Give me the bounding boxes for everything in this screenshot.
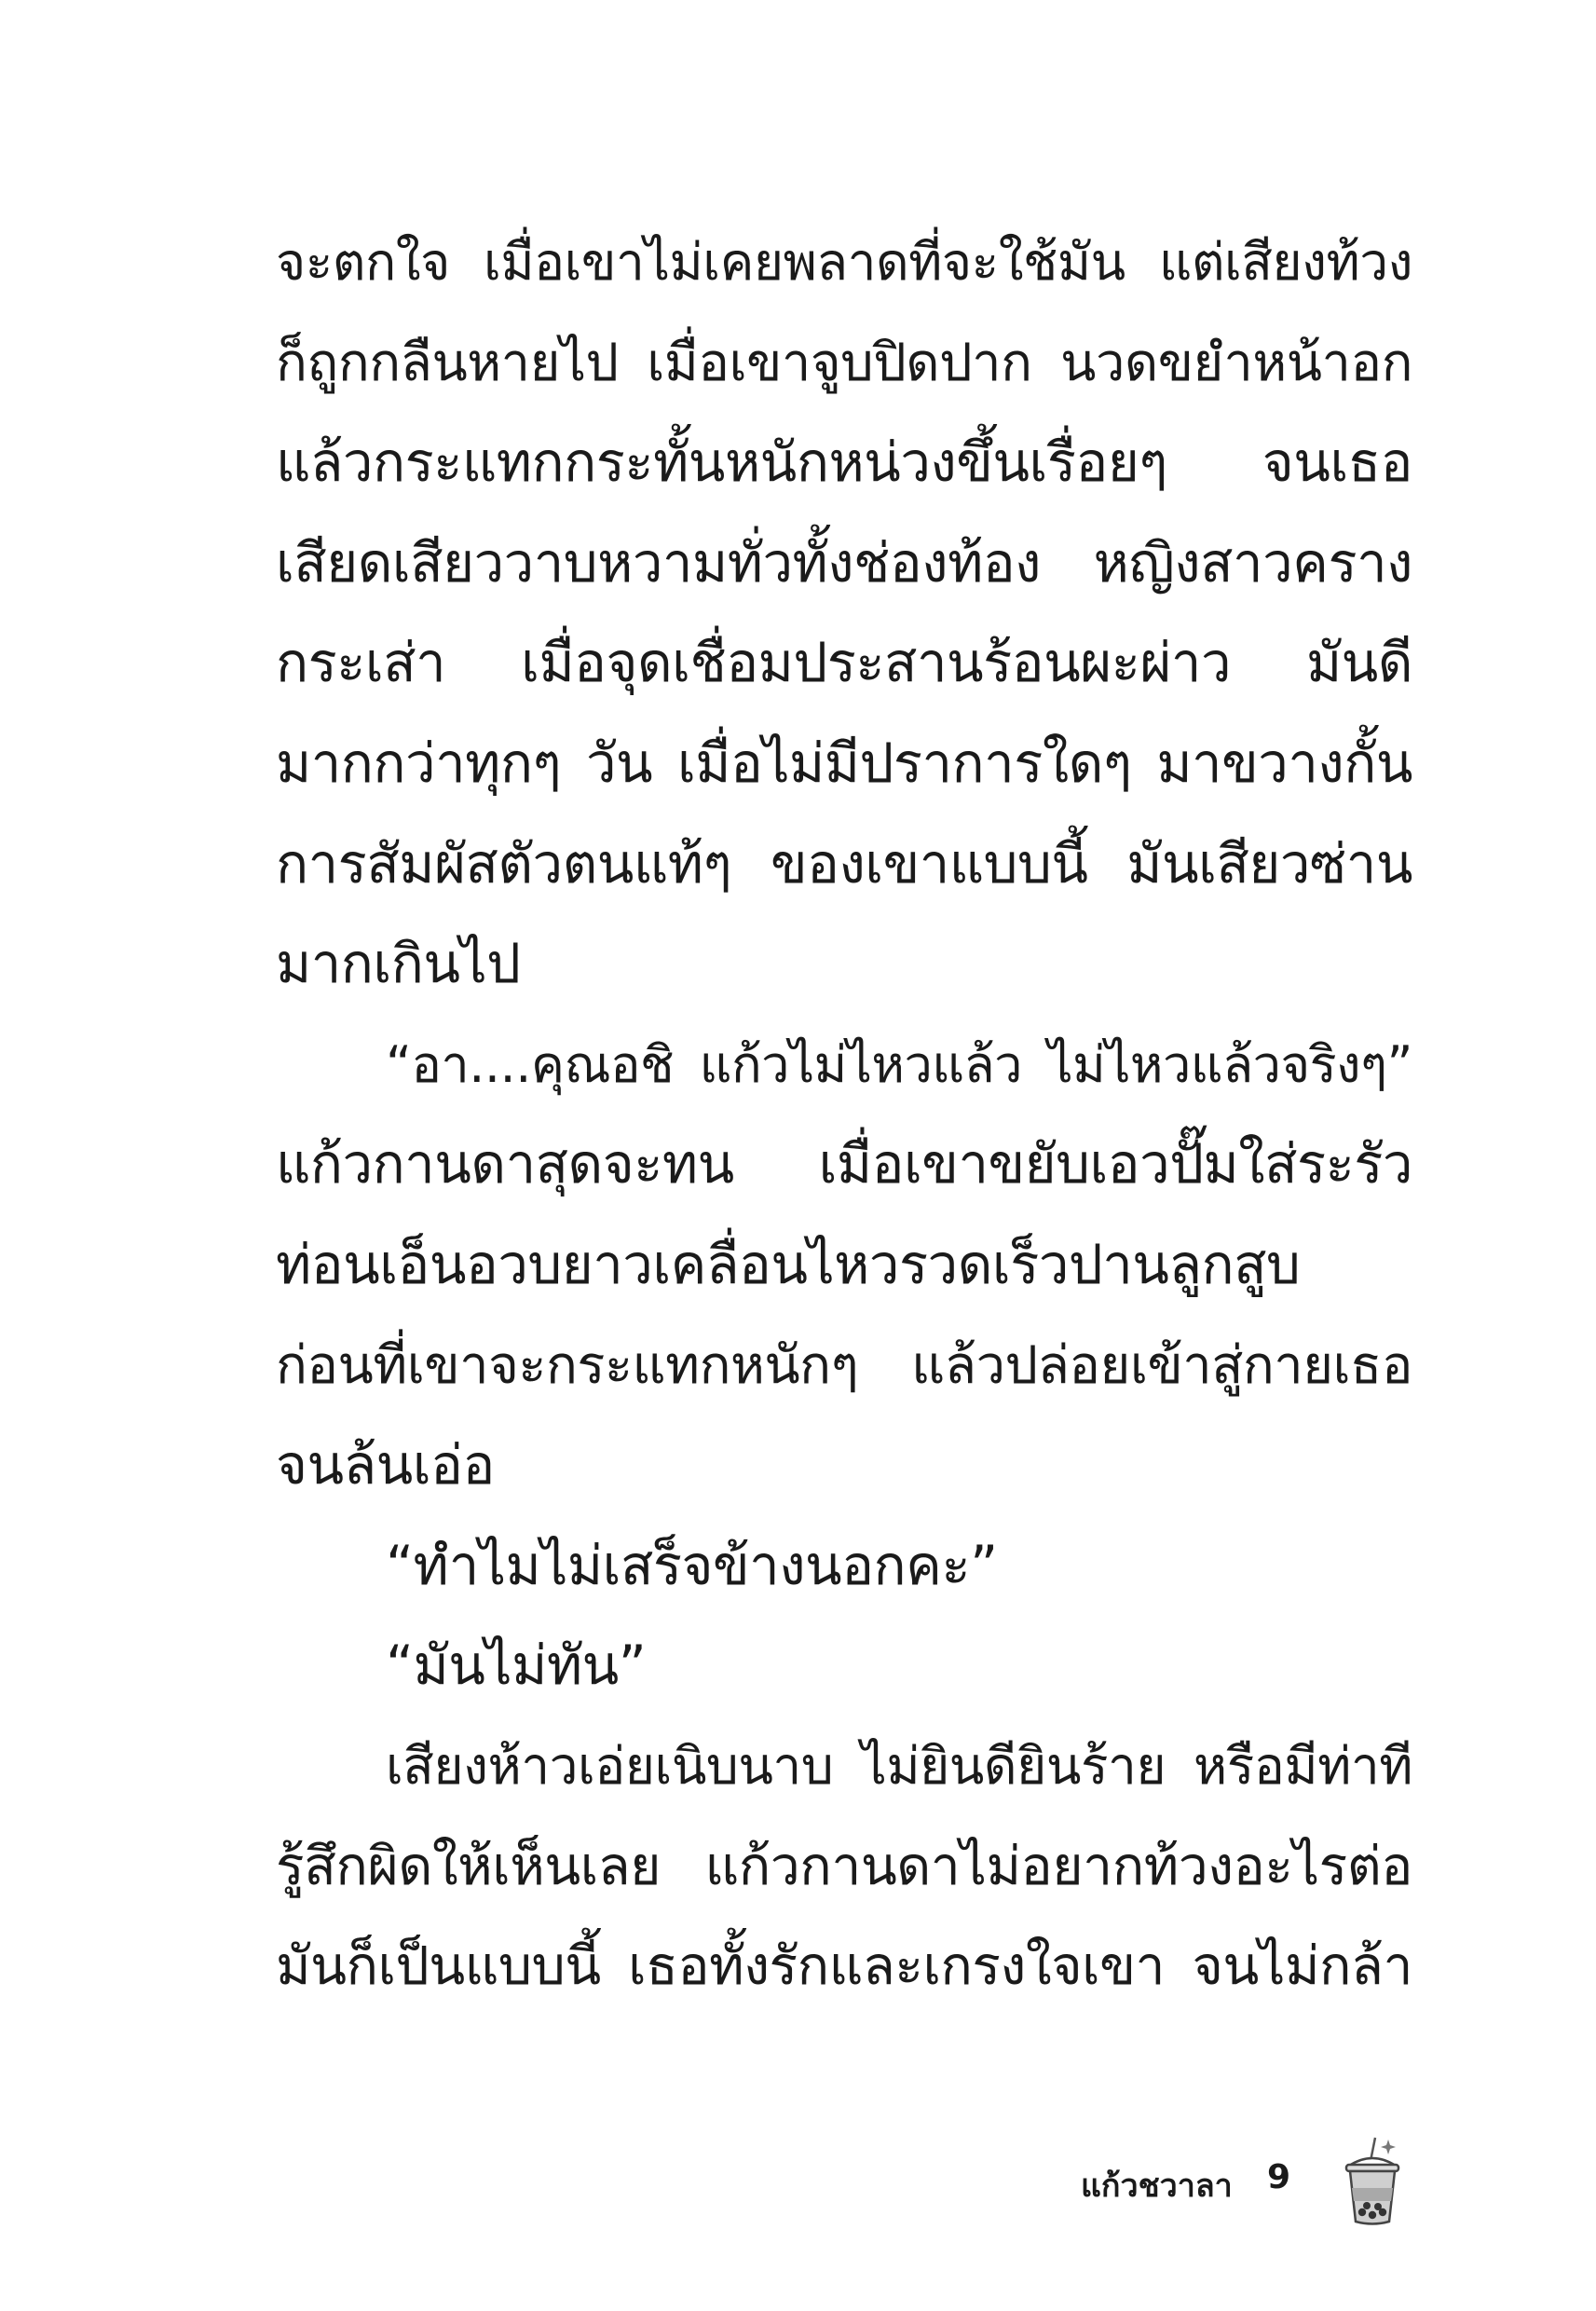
paragraph-line-4: เสียดเสียววาบหวามทั่วทั้งช่องท้อง หญิงสาวคราง — [276, 530, 1412, 595]
page-number: 9 — [1267, 2158, 1291, 2196]
body-text — [276, 212, 1412, 2017]
paragraph-line-3: แล้วกระแทกกระทั้นหนักหน่วงขึ้นเรื่อยๆ จนเธอ — [276, 431, 1412, 495]
bubble-tea-cup-icon — [1340, 2134, 1405, 2227]
paragraph-line-2: ก็ถูกกลืนหายไป เมื่อเขาจูบปิดปาก นวดขยำหน้าอก — [276, 332, 1412, 393]
paragraph-line-11: ก่อนที่เขาจะกระแทกหนักๆ แล้วปล่อยเข้าสู่กายเธอ — [276, 1334, 1412, 1396]
dialogue-line-3: “มันไม่ทัน” — [386, 1634, 647, 1698]
paragraph-line-7: การสัมผัสตัวตนแท้ๆ ของเขาแบบนี้ มันเสียวซ่าน — [276, 831, 1412, 896]
dialogue-line-1: “อา....คุณอชิ แก้วไม่ไหวแล้ว ไม่ไหวแล้วจริงๆ” — [386, 1034, 1412, 1094]
paragraph-line-8: มากเกินไป — [276, 932, 521, 996]
paragraph-line-15: มันก็เป็นแบบนี้ เธอทั้งรักและเกรงใจเขา จนไม่กล้า — [276, 1935, 1412, 1998]
paragraph-line-13: เสียงห้าวเอ่ยเนิบนาบ ไม่ยินดียินร้าย หรือมีท่าที — [386, 1735, 1412, 1796]
dialogue-line-2: “ทำไมไม่เสร็จข้างนอกคะ” — [386, 1533, 998, 1597]
paragraph-line-6: มากกว่าทุกๆ วัน เมื่อไม่มีปราการใดๆ มาขวางกั้น — [276, 731, 1412, 795]
paragraph-line-14: รู้สึกผิดให้เห็นเลย แก้วกานดาไม่อยากท้วงอะไรต่อ — [276, 1835, 1412, 1897]
book-title: แก้วชวาลา — [1081, 2167, 1233, 2205]
paragraph-line-12: จนล้นเอ่อ — [276, 1433, 495, 1497]
paragraph-line-10: ท่อนเอ็นอวบยาวเคลื่อนไหวรวดเร็วปานลูกสูบ — [276, 1232, 1301, 1296]
paragraph-line-1: จะตกใจ เมื่อเขาไม่เคยพลาดที่จะใช้มัน แต่เสียงท้วง — [276, 232, 1412, 292]
paragraph-line-5: กระเส่า เมื่อจุดเชื่อมประสานร้อนผะผ่าว มันดี — [276, 631, 1412, 695]
paragraph-line-9: แก้วกานดาสุดจะทน เมื่อเขาขยับเอวปั๊มใส่ระรัว — [276, 1132, 1412, 1197]
page-footer — [1081, 2134, 1472, 2236]
